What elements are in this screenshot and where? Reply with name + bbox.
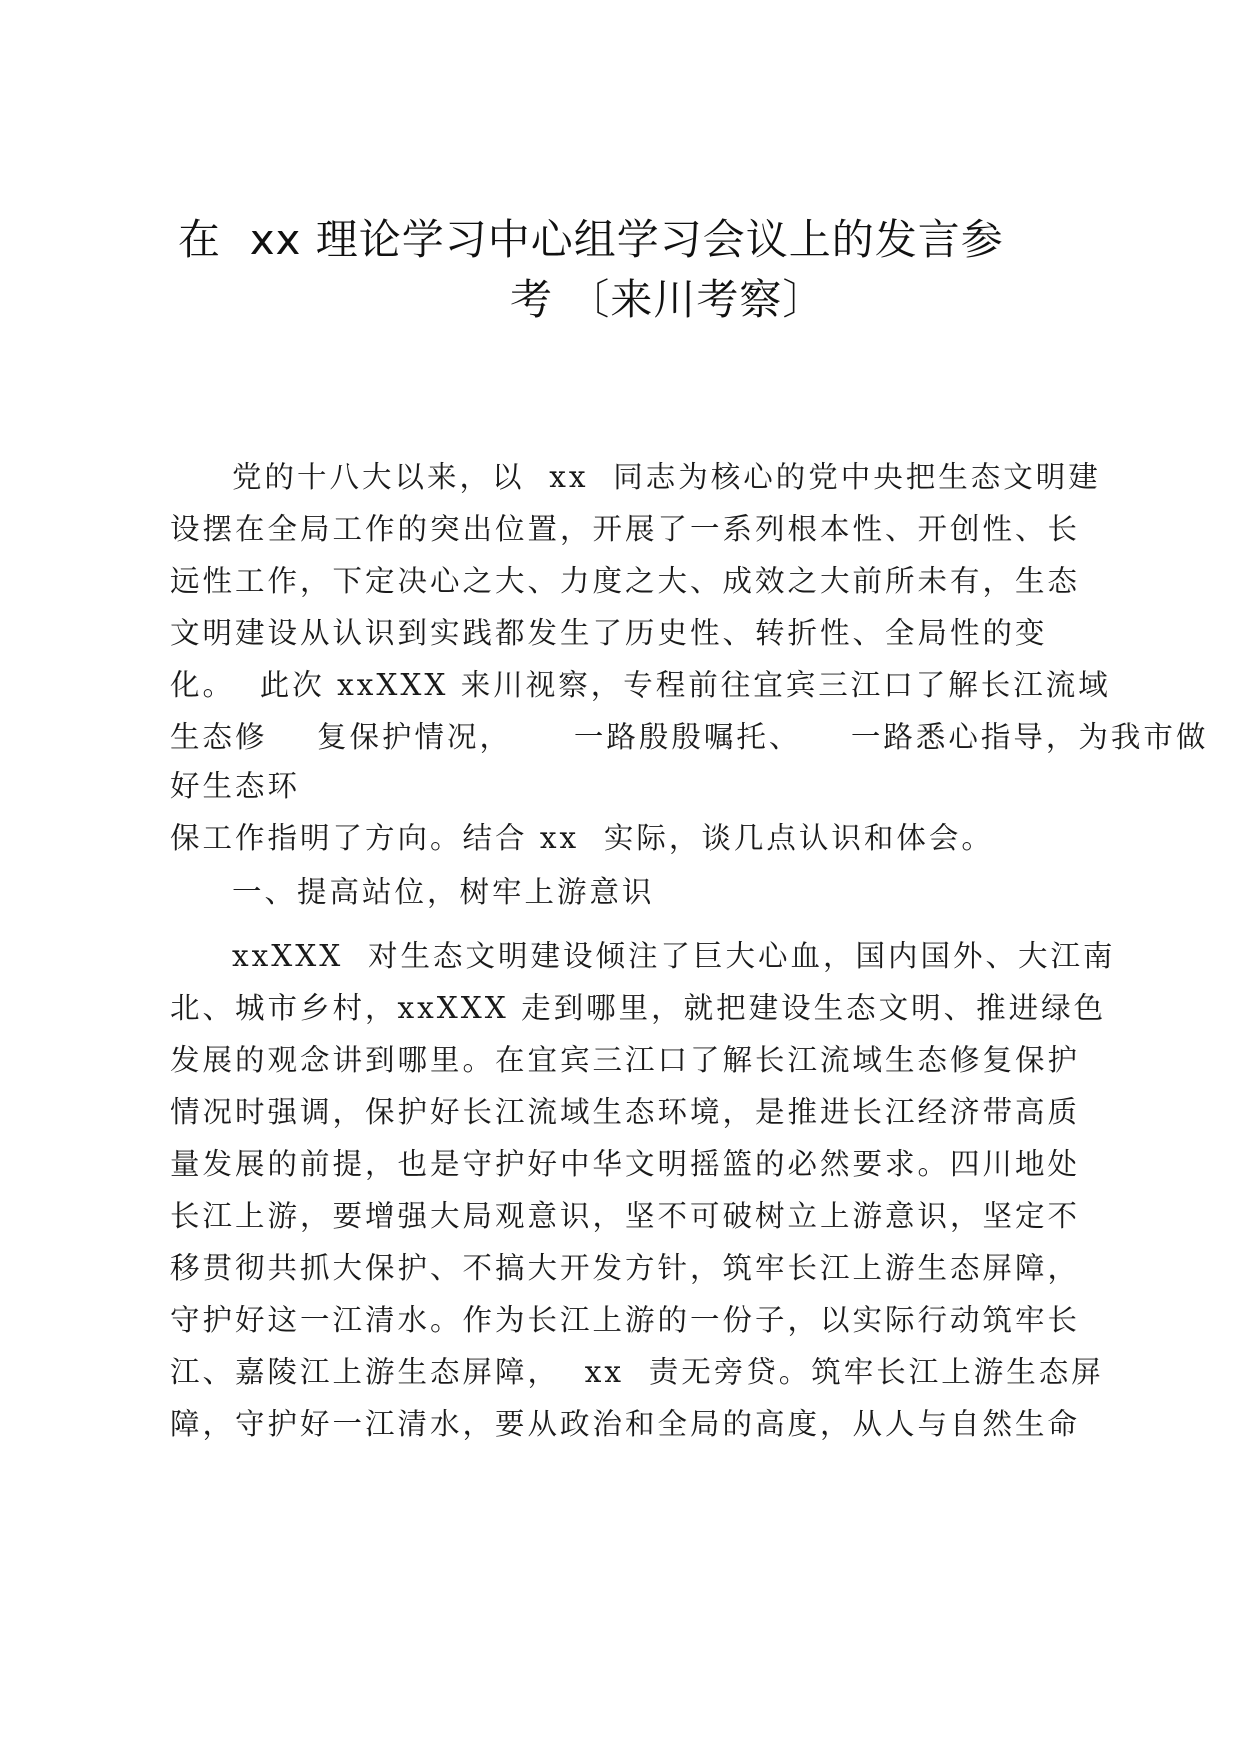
body-line: 守护好这一江清水。作为长江上游的一份子，以实际行动筑牢长 (170, 1303, 1081, 1337)
body-line: 好生态环 (170, 769, 301, 803)
body-line: 量发展的前提，也是守护好中华文明摇篮的必然要求。四川地处 (170, 1147, 1081, 1181)
body-line: 远性工作，下定决心之大、力度之大、成效之大前所未有，生态 (170, 564, 1081, 598)
body-line: 设摆在全局工作的突出位置，开展了一系列根本性、开创性、长 (170, 512, 1081, 546)
body-line: 化。 此次 xxXXX 来川视察，专程前往宜宾三江口了解长江流域 (170, 668, 1111, 702)
body-line: 文明建设从认识到实践都发生了历史性、转折性、全局性的变 (170, 616, 1048, 650)
title-line-2: 考 〔来川考察〕 (510, 275, 826, 324)
title-line-1: 在 xx 理论学习中心组学习会议上的发言参 (178, 215, 1004, 264)
body-line: 移贯彻共抓大保护、不搞大开发方针，筑牢长江上游生态屏障， (170, 1251, 1081, 1285)
body-line: 长江上游，要增强大局观意识，坚不可破树立上游意识，坚定不 (170, 1199, 1081, 1233)
section-heading: 一、提高站位，树牢上游意识 (232, 875, 655, 909)
body-line: 情况时强调，保护好长江流域生态环境，是推进长江经济带高质 (170, 1095, 1081, 1129)
body-line: 江、嘉陵江上游生态屏障， xx 责无旁贷。筑牢长江上游生态屏 (170, 1355, 1104, 1389)
body-line: 生态修 复保护情况， 一路殷殷嘱托、 一路悉心指导，为我市做 (170, 720, 1209, 754)
body-line: 北、城市乡村，xxXXX 走到哪里，就把建设生态文明、推进绿色 (170, 991, 1107, 1025)
body-line: xxXXX 对生态文明建设倾注了巨大心血，国内国外、大江南 (232, 939, 1116, 973)
body-line: 党的十八大以来，以 xx 同志为核心的党中央把生态文明建 (232, 460, 1101, 494)
body-line: 障，守护好一江清水，要从政治和全局的高度，从人与自然生命 (170, 1407, 1081, 1441)
body-line: 发展的观念讲到哪里。在宜宾三江口了解长江流域生态修复保护 (170, 1043, 1081, 1077)
body-line: 保工作指明了方向。结合 xx 实际，谈几点认识和体会。 (170, 821, 994, 855)
